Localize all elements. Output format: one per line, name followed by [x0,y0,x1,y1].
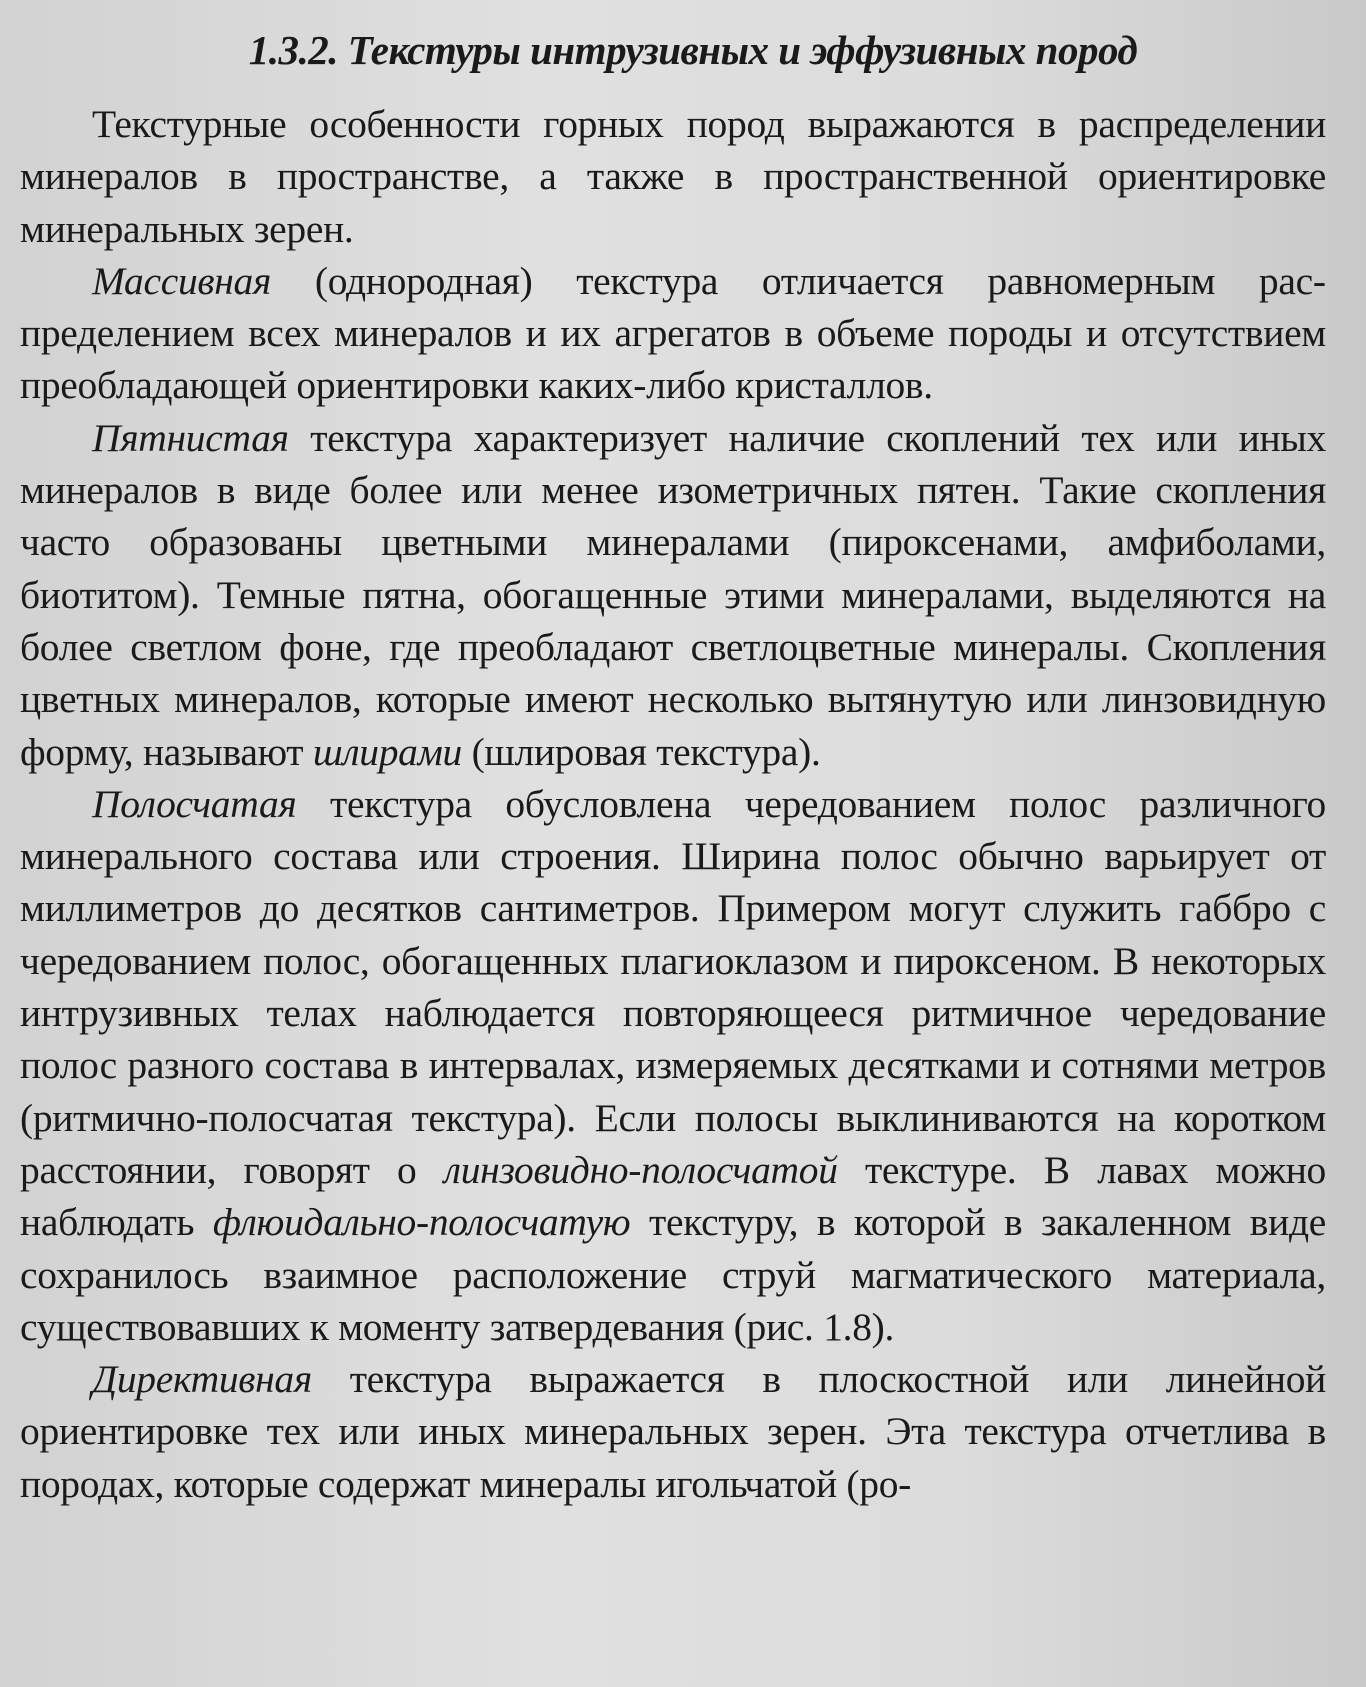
text-segment: текстуре. В лавах можно наблюдать [20,1147,1326,1245]
text-segment: текстуру, в которой в закаленном виде сохранилось взаимное расположение струй магматического материала, существовавших к моменту затвердевания (рис. 1.8). [20,1200,1326,1349]
section-title: Текстуры интрузивных и эффузивных пород [347,27,1138,73]
italic-term: флюидально-полосчатую [212,1200,631,1245]
italic-term: шлирами [312,729,462,774]
italic-term: Директивная [92,1357,312,1402]
text-segment: текстура выражается в плоскостной или линейной ориентировке тех или иных минеральных зерен. Эта текстура отчетлива в породах, которые содержат минералы игольчатой (ро- [20,1357,1326,1506]
text-segment: Текстурные особенности горных пород выражаются в распределении минералов в пространстве, а также в пространственной ориентировке минеральных зерен. [20,102,1326,251]
paragraph [20,98,1326,255]
body-text [20,98,1326,1510]
text-segment: (шлировая текстура). [462,729,821,774]
italic-term: Пятнистая [92,415,289,460]
paragraph [20,778,1326,1353]
paragraph [20,255,1326,412]
paragraph [20,1353,1326,1510]
italic-term: Массивная [92,258,272,303]
italic-term: Полосчатая [92,781,297,826]
text-segment: (однородная) текстура отличается равномерным распределением всех минералов и их агрегатов в объеме породы и отсутствием преобладающей ориентировки каких-либо кристаллов. [20,258,1326,408]
paragraph [20,412,1326,778]
italic-term: линзовидно-полосчатой [443,1147,838,1192]
text-segment: текстура характеризует наличие скоплений тех или иных минералов в виде более или менее изометричных пятен. Такие скопления часто образованы цветными минералами (пироксенами, амфиболами, биотитом). Темные пятна, обогащенные этими минералами, выделяются на более светлом фоне, где преобладают светлоцветные минералы. Скопления цветных минералов, которые имеют несколько вытянутую или линзовидную форму, называют [20,415,1326,774]
section-heading [20,24,1326,76]
section-number: 1.3.2. [248,27,338,73]
text-segment: текстура обусловлена чередованием полос различного минерального состава или строения. Ширина полос обычно варьирует от миллиметров до десятков сантиметров. Примером могут служить габбро с чередованием полос, обогащенных плагиоклазом и пироксеном. В некоторых интрузивных телах наблюдается повторяющееся ритмичное чередование полос разного состава в интервалах, измеряемых десятками и сотнями метров (ритмично-полосчатая текстура). Если полосы выклиниваются на коротком расстоянии, говорят о [20,781,1326,1192]
